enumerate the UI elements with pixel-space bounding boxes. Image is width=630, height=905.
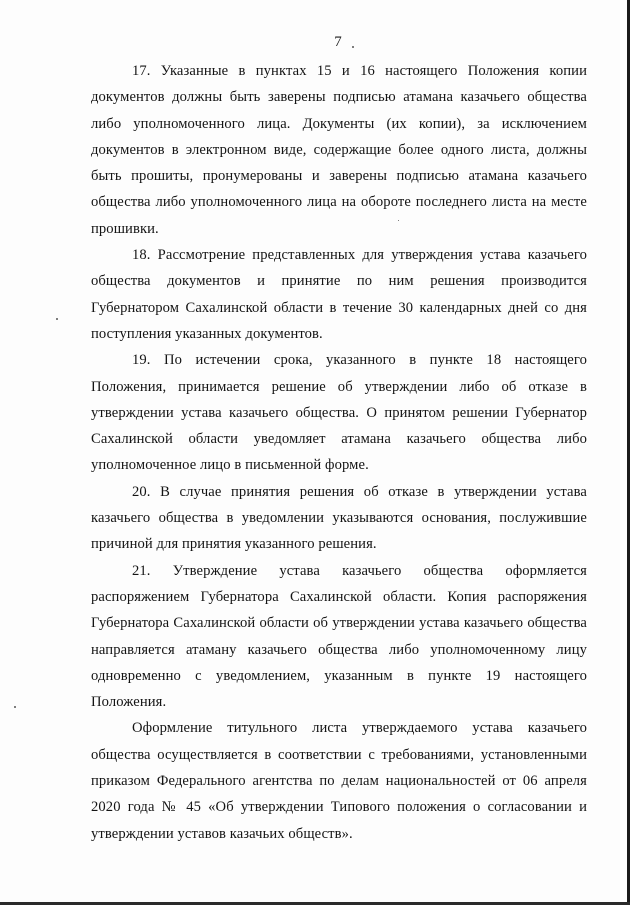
paragraph-20: 20. В случае принятия решения об отказе в утверждении устава казачьего общества в уведомлении указываются основания, послужившие причиной для принятия указанного решения. — [91, 483, 587, 553]
document-body — [91, 58, 587, 847]
paragraph-21: 21. Утверждение устава казачьего общества оформляется распоряжением Губернатора Сахалинской области. Копия распоряжения Губернатора Сахалинской области об утверждении устава казачьего общества направляется атаману казачьего общества либо уполномоченному лицу одновременно с уведомлением, указанным в пункте 19 настоящего Положения. — [91, 562, 587, 711]
paragraph-19: 19. По истечении срока, указанного в пункте 18 настоящего Положения, принимается решение об утверждении либо об отказе в утверждении устава казачьего общества. О принятом решении Губернатор Сахалинской области уведомляет атамана казачьего общества либо уполномоченное лицо в письменной форме. — [91, 352, 587, 474]
paragraph-18: 18. Рассмотрение представленных для утверждения устава казачьего общества документов и принятие по ним решения производится Губернатором Сахалинской области в течение 30 календарных дней со дня поступления указанных документов. — [91, 247, 587, 342]
page-number: 7 — [334, 34, 342, 50]
paragraph-17: 17. Указанные в пунктах 15 и 16 настоящего Положения копии документов должны быть заверены подписью атамана казачьего общества либо уполномоченного лица. Документы (их копии), за исключением документов в электронном виде, содержащие более одного листа, должны быть прошиты, пронумерованы и заверены подписью атамана казачьего общества либо уполномоченного лица на обороте последнего листа на месте прошивки. — [91, 63, 587, 237]
paragraph-title-sheet: Оформление титульного листа утверждаемого устава казачьего общества осуществляется в соответствии с требованиями, установленными приказом Федерального агентства по делам национальностей от 06 апреля 2020 года № 45 «Об утверждении Типового положения о согласовании и утверждении уставов казачьих обществ». — [91, 720, 587, 842]
